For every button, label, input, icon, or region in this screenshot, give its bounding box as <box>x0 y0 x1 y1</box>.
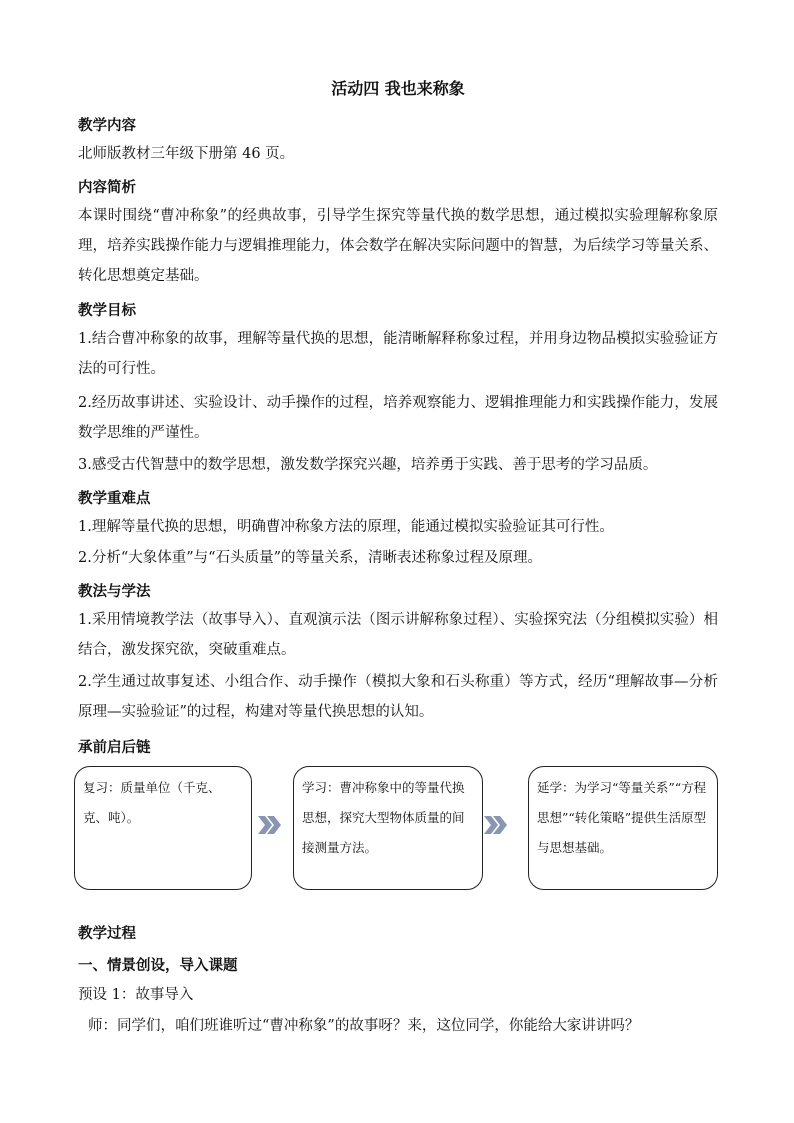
learn-text: 学习：曹冲称象中的等量代换思想，探究大型物体质量的间接测量方法。 <box>302 780 465 855</box>
double-chevron-icon <box>258 816 286 834</box>
goal-item-2: 2.经历故事讲述、实验设计、动手操作的过程，培养观察能力、逻辑推理能力和实践操作能力，发展数学思维的严谨性。 <box>78 395 718 441</box>
page-title: 活动四 我也来称象 <box>331 79 465 98</box>
method-item-2: 2.学生通过故事复述、小组合作、动手操作（模拟大象和石头称重）等方式，经历“理解故事—分析原理—实验验证”的过程，构建对等量代换思想的认知。 <box>78 674 718 720</box>
goal-item-3: 3.感受古代智慧中的数学思想，激发数学探究兴趣，培养勇于实践、善于思考的学习品质。 <box>78 457 658 473</box>
heading-analysis: 内容简析 <box>78 180 136 196</box>
double-chevron-icon <box>484 816 512 834</box>
extend-box <box>528 766 718 890</box>
heading-methods: 教法与学法 <box>78 584 151 600</box>
heading-key-points: 教学重难点 <box>78 491 151 507</box>
heading-content: 教学内容 <box>78 118 136 134</box>
heading-process: 教学过程 <box>78 926 136 942</box>
section-1-heading: 一、情景创设，导入课题 <box>78 958 238 974</box>
learn-box <box>293 766 483 890</box>
heading-goals: 教学目标 <box>78 303 136 319</box>
analysis-text: 本课时围绕“曹冲称象”的经典故事，引导学生探究等量代换的数学思想，通过模拟实验理解称象原理，培养实践操作能力与逻辑推理能力，体会数学在解决实际问题中的智慧，为后续学习等量关系、转化思想奠定基础。 <box>78 208 718 284</box>
key-item-1: 1.理解等量代换的思想，明确曹冲称象方法的原理，能通过模拟实验验证其可行性。 <box>78 519 614 535</box>
goal-item-1: 1.结合曹冲称象的故事，理解等量代换的思想，能清晰解释称象过程，并用身边物品模拟实验验证方法的可行性。 <box>78 331 718 377</box>
method-item-1: 1.采用情境教学法（故事导入）、直观演示法（图示讲解称象过程）、实验探究法（分组模拟实验）相结合，激发探究欲，突破重难点。 <box>78 612 718 658</box>
heading-chain: 承前启后链 <box>78 740 151 756</box>
key-item-2: 2.分析“大象体重”与“石头质量”的等量关系，清晰表述称象过程及原理。 <box>78 550 542 566</box>
preset-text: 预设 1：故事导入 <box>78 987 194 1003</box>
review-box <box>74 766 252 890</box>
review-text: 复习：质量单位（千克、克、吨）。 <box>83 780 221 825</box>
content-text: 北师版教材三年级下册第 46 页。 <box>78 146 295 162</box>
extend-text: 延学：为学习“等量关系”“方程思想”“转化策略”提供生活原型与思想基础。 <box>537 780 707 855</box>
dialog-text: 师：同学们，咱们班谁听过“曹冲称象”的故事呀？来，这位同学，你能给大家讲讲吗？ <box>88 1018 640 1034</box>
